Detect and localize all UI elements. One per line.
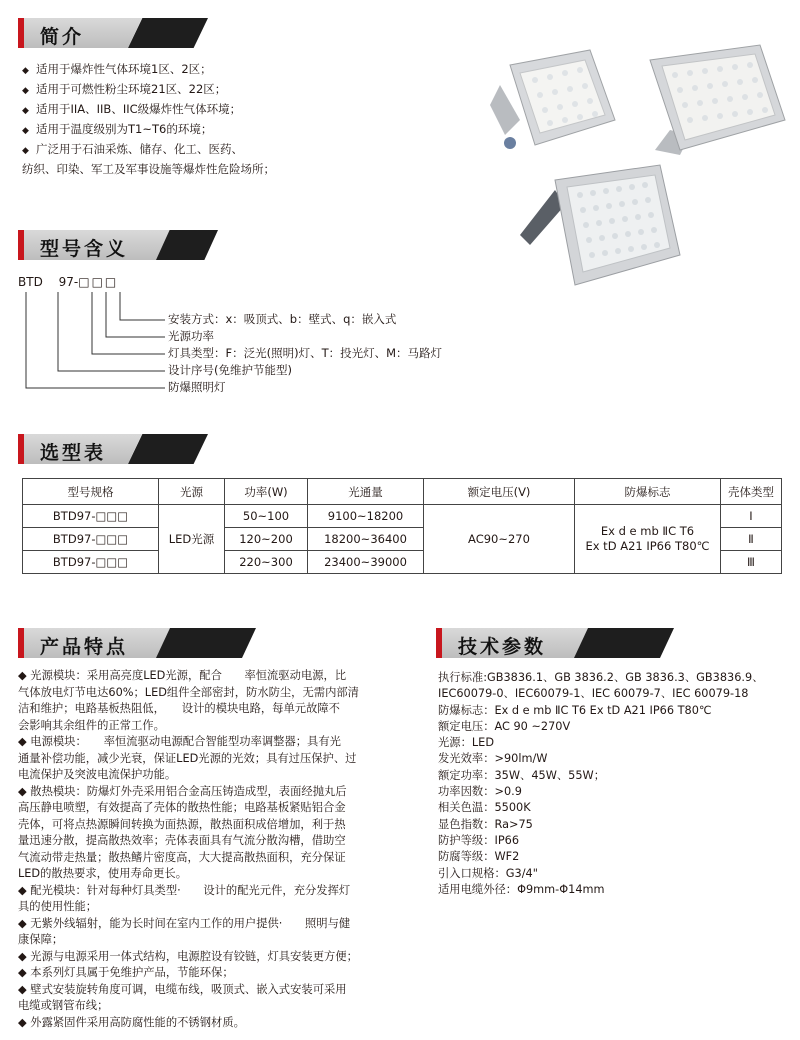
param-line: 额定功率：35W、45W、55W；: [438, 768, 606, 782]
exmark-line1: Ex d e mb ⅡC T6: [600, 524, 695, 538]
cell-power: 50~100: [225, 505, 308, 528]
model-number: 97-: [58, 275, 79, 289]
feature-line: LED的散热要求，使用寿命更长。: [18, 867, 187, 880]
param-line: 光源：LED: [438, 736, 495, 750]
exmark-line2: Ex tD A21 IP66 T80℃: [585, 539, 710, 553]
feature-line: 电缆或钢管布线；: [18, 999, 109, 1012]
feature-line: ◆ 光源与电源采用一体式结构，电源腔设有铰链，灯具安装更方便；: [18, 949, 358, 963]
cell-flux: 9100~18200: [308, 505, 424, 528]
cell-model: BTD97-□□□: [23, 505, 159, 528]
cell-voltage: AC90~270: [424, 505, 575, 574]
feature-line: ◆ 本系列灯具属于免维护产品，节能环保；: [18, 966, 234, 979]
col-header: 型号规格: [23, 479, 159, 505]
feature-line: 通量补偿功能，减少光衰，保证LED光源的光效；具有过压保护、过: [18, 751, 357, 765]
intro-item: ◆ 适用于可燃性粉尘环境21区、22区；: [22, 82, 227, 96]
cell-model: BTD97-□□□: [23, 551, 159, 574]
feature-line: 壳体，可将点热源瞬间转换为面热源，散热面积成倍增加，利于热: [18, 817, 346, 831]
intro-item: ◆ 适用于温度级别为T1~T6的环境；: [22, 122, 213, 136]
cell-shell: Ⅲ: [721, 551, 782, 574]
header-accent: [436, 628, 442, 658]
param-line: 防爆标志：Ex d e mb ⅡC T6 Ex tD A21 IP66 T80℃: [438, 703, 712, 717]
col-header: 功率(W): [225, 479, 308, 505]
header-accent: [18, 628, 24, 658]
header-band-dark: [128, 434, 208, 464]
param-line: 相关色温：5500K: [438, 801, 531, 815]
feature-line: 具的使用性能；: [18, 900, 98, 913]
feature-line: 高压静电喷塑，有效提高了壳体的散热性能；电路基板紧贴铝合金: [18, 801, 346, 814]
feature-line: ◆ 散热模块：防爆灯外壳采用铝合金高压铸造成型，表面经抛丸后: [18, 784, 347, 798]
param-line: 适用电缆外径：Φ9mm-Φ14mm: [438, 882, 605, 896]
table-row: [23, 505, 782, 528]
header-band-dark: [156, 628, 256, 658]
model-labels: [168, 311, 442, 396]
param-line: 防腐等级：WF2: [438, 850, 520, 864]
section-title-model: 型号含义: [40, 238, 129, 260]
model-label-power: 光源功率: [168, 329, 214, 343]
intro-item-cont: 纺织、印染、军工及军事设施等爆炸性危险场所；: [22, 162, 275, 176]
intro-item: ◆ 广泛用于石油采炼、储存、化工、医药、: [22, 142, 243, 156]
cell-model: BTD97-□□□: [23, 528, 159, 551]
params-list: [438, 670, 788, 898]
model-label-design: 设计序号(免维护节能型): [168, 363, 292, 377]
section-title-params: 技术参数: [458, 636, 547, 658]
header-accent: [18, 434, 24, 464]
param-line: 功率因数：>0.9: [438, 785, 522, 799]
section-title-selection: 选型表: [40, 442, 107, 464]
section-header-selection: [18, 434, 218, 464]
feature-line: 康保障；: [18, 933, 64, 946]
feature-line: ◆ 无紫外线辐射，能为长时间在室内工作的用户提供· 照明与健: [18, 916, 351, 930]
feature-line: ◆ 光源模块：采用高亮度LED光源，配合 率恒流驱动电源，比: [18, 669, 347, 682]
feature-line: ◆ 配光模块：针对每种灯具类型· 设计的配光元件，充分发挥灯: [18, 883, 351, 897]
feature-line: 气流动带走热量；散热鳍片密度高，大大提高散热面积，充分保证: [18, 850, 346, 864]
cell-flux: 23400~39000: [308, 551, 424, 574]
feature-line: ◆ 壁式安装旋转角度可调，电缆布线，吸顶式、嵌入式安装可采用: [18, 982, 347, 996]
param-line: IEC60079-0、IEC60079-1、IEC 60079-7、IEC 60079-18: [438, 687, 749, 701]
feature-line: 量迅速分散，提高散热效率；壳体表面具有气流分散沟槽，借助空: [18, 834, 346, 847]
cell-flux: 18200~36400: [308, 528, 424, 551]
selection-table: [22, 478, 782, 574]
section-header-params: [436, 628, 676, 658]
features-list: [18, 668, 428, 1031]
model-label-install: 安装方式：x：吸顶式、b：壁式、q：嵌入式: [168, 312, 397, 326]
model-boxes: □□□: [78, 275, 119, 289]
cell-exmark: [575, 505, 721, 574]
model-label-type: 灯具类型：F：泛光(照明)灯、T：投光灯、M：马路灯: [168, 346, 443, 360]
section-header-features: [18, 628, 258, 658]
feature-line: ◆ 电源模块： 率恒流驱动电源配合智能型功率调整器；具有光: [18, 735, 341, 748]
param-line: 额定电压：AC 90 ~270V: [438, 719, 571, 733]
param-line: 引入口规格：G3/4": [438, 866, 538, 880]
feature-line: 电流保护及突波电流保护功能。: [18, 768, 177, 781]
feature-line: 会影响其余组件的正常工作。: [18, 718, 165, 732]
table-header-row: [23, 479, 782, 505]
param-line: 发光效率：>90lm/W: [438, 752, 548, 766]
col-header: 壳体类型: [721, 479, 782, 505]
cell-shell: Ⅰ: [721, 505, 782, 528]
param-line: 防护等级：IP66: [438, 833, 520, 847]
intro-item: ◆ 适用于爆炸性气体环境1区、2区；: [22, 62, 212, 76]
section-title-features: 产品特点: [40, 636, 129, 658]
model-prefix: BTD: [18, 275, 43, 289]
model-label-product: 防爆照明灯: [168, 380, 226, 394]
cell-power: 220~300: [225, 551, 308, 574]
header-band-dark: [574, 628, 674, 658]
feature-line: 气体放电灯节电达60%；LED组件全部密封，防水防尘，无需内部清: [18, 685, 359, 699]
intro-item: ◆ 适用于IIA、IIB、IIC级爆炸性气体环境；: [22, 102, 242, 116]
col-header: 额定电压(V): [424, 479, 575, 505]
param-line: 显色指数：Ra>75: [438, 817, 533, 831]
col-header: 光源: [159, 479, 225, 505]
col-header: 光通量: [308, 479, 424, 505]
cell-shell: Ⅱ: [721, 528, 782, 551]
feature-line: 洁和维护；电路基板热阻低， 设计的模块电路，每单元故障不: [18, 702, 340, 715]
section-title-intro: 简介: [40, 26, 85, 48]
cell-power: 120~200: [225, 528, 308, 551]
col-header: 防爆标志: [575, 479, 721, 505]
param-line: 执行标准:GB3836.1、GB 3836.2、GB 3836.3、GB3836.9、: [438, 671, 764, 684]
cell-source: LED光源: [159, 505, 225, 574]
feature-line: ◆ 外露紧固件采用高防腐性能的不锈钢材质。: [18, 1015, 245, 1029]
